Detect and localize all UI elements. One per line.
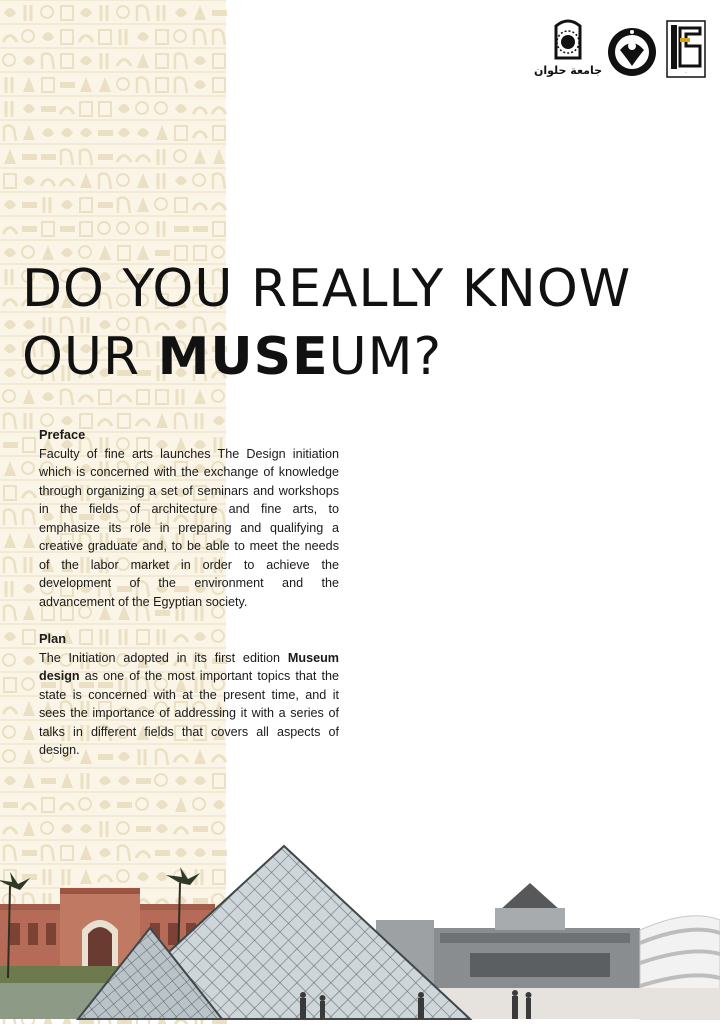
fine-arts-faculty-logo bbox=[606, 26, 658, 78]
preface-paragraph: Faculty of fine arts launches The Design initiation which is concerned with the exchange of knowledge through organizing a set of seminars and workshops in the fields of architecture and fine arts, to emphasize its role in preparing and qualifying a creative graduate and, to be able to meet the needs of the labor market in order to achieve the development of the environment and the advancement of the Egyptian society. bbox=[39, 446, 339, 609]
title-line-2-prefix: OUR bbox=[22, 327, 158, 387]
plan-text-before: The Initiation adopted in its first edition bbox=[39, 650, 288, 665]
helwan-university-logo bbox=[533, 18, 603, 78]
design-initiation-logo bbox=[666, 20, 706, 78]
museum-buildings-image bbox=[0, 838, 720, 1019]
preface-heading: Preface bbox=[39, 427, 86, 442]
title-line-2-suffix: UM? bbox=[328, 327, 443, 387]
plan-text-after: as one of the most important topics that the state is concerned with at the present time, and it sees the importance of addressing it with a series of talks in different fields that covers all aspects of design. bbox=[39, 669, 339, 757]
title-line-1: DO YOU REALLY KNOW bbox=[22, 259, 632, 319]
helwan-university-logo-text: جامعة حلوان bbox=[533, 64, 603, 77]
svg-text:·: · bbox=[685, 70, 687, 75]
title-line-2 bbox=[22, 323, 702, 391]
museum-collage-illustration bbox=[0, 838, 720, 1019]
title-line-2-bold: MUSE bbox=[157, 327, 329, 387]
logo-group bbox=[533, 18, 706, 78]
page-title bbox=[22, 255, 702, 391]
body-text bbox=[39, 426, 339, 760]
plan-paragraph bbox=[39, 649, 339, 760]
plan-text-bold: Museum design bbox=[39, 650, 339, 683]
plan-heading: Plan bbox=[39, 631, 67, 646]
